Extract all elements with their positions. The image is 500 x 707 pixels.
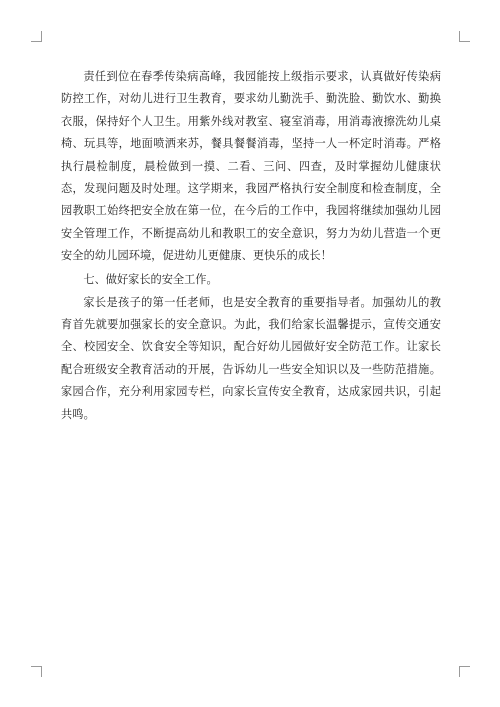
paragraph-disease-prevention: 责任到位在春季传染病高峰，我园能按上级指示要求，认真做好传染病防控工作，对幼儿进行卫生教育，要求幼儿勤洗手、勤洗脸、勤饮水、勤换衣服，保持好个人卫生。用紫外线对教室、寝室消毒，用消毒液擦洗幼儿桌椅、玩具等，地面喷洒来苏，餐具餐餐消毒，坚持一人一杯定时消毒。严格执行晨检制度，晨检做到一摸、二看、三问、四查，及时掌握幼儿健康状态，发现问题及时处理。这学期来，我园严格执行安全制度和检查制度，全园教职工始终把安全放在第一位，在今后的工作中，我园将继续加强幼儿园安全管理工作，不断提高幼儿和教职工的安全意识，努力为幼儿营造一个更安全的幼儿园环境，促进幼儿更健康、更快乐的成长！ [61,70,441,263]
crop-mark-bottom-left [31,666,42,677]
crop-mark-top-right [459,31,470,42]
crop-mark-bottom-right [459,666,470,677]
document-body [61,66,441,426]
section-heading-parent-safety: 七、做好家长的安全工作。 [83,272,218,286]
paragraph-parent-safety: 家长是孩子的第一任老师，也是安全教育的重要指导者。加强幼儿的教育首先就要加强家长的安全意识。为此，我们给家长温馨提示，宣传交通安全、校园安全、饮食安全等知识，配合好幼儿园做好安全防范工作。让家长配合班级安全教育活动的开展，告诉幼儿一些安全知识以及一些防范措施。家园合作，充分利用家园专栏，向家长宣传安全教育，达成家园共识，引起共鸣。 [61,295,441,421]
crop-mark-top-left [31,31,42,42]
